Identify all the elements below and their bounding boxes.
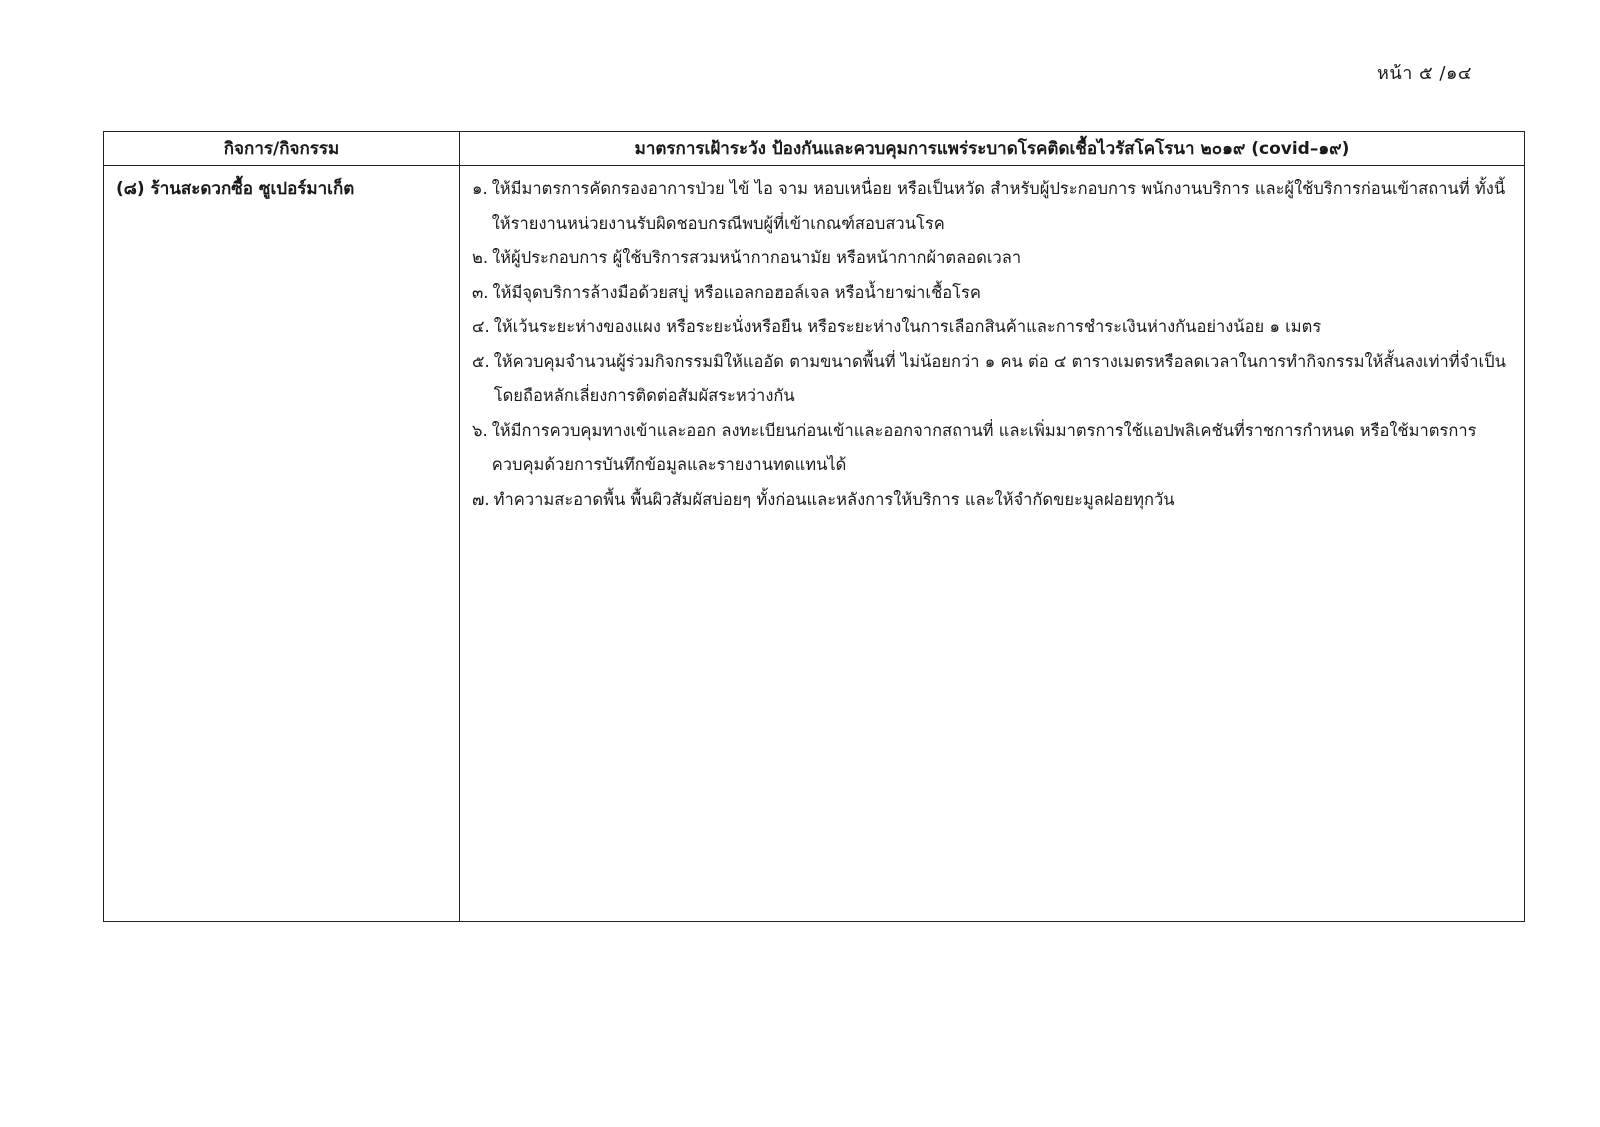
measure-item (472, 276, 1512, 311)
measure-number: ๒. (472, 248, 489, 267)
measure-item (472, 483, 1512, 518)
activity-cell (104, 166, 460, 922)
measure-text: ทำความสะอาดพื้น พื้นผิวสัมผัสบ่อยๆ ทั้งก่อนและหลังการให้บริการ และให้จำกัดขยะมูลฝอยทุกวัน (493, 489, 1175, 509)
measure-text: ให้ผู้ประกอบการ ผู้ใช้บริการสวมหน้ากากอนามัย หรือหน้ากากผ้าตลอดเวลา (492, 248, 1022, 267)
measure-list (472, 172, 1512, 517)
page-number: หน้า ๕ /๑๔ (1377, 63, 1472, 84)
measures-table (103, 131, 1525, 922)
measure-item (472, 414, 1512, 483)
table-header-row (104, 132, 1525, 166)
measure-number: ๑. (472, 179, 488, 198)
measure-number: ๓. (472, 282, 489, 302)
measure-number: ๗. (472, 489, 490, 509)
measure-text: ให้มีมาตรการคัดกรองอาการป่วย ไข้ ไอ จาม หอบเหนื่อย หรือเป็นหวัด สำหรับผู้ประกอบการ พนักงานบริการ และผู้ใช้บริการก่อนเข้าสถานที่ ทั้งนี้ ให้รายงานหน่วยงานรับผิดชอบกรณีพบผู้ที่เข้าเกณฑ์สอบสวนโรค (491, 179, 1506, 233)
measure-item (472, 345, 1512, 414)
activity-name: (๘) ร้านสะดวกซื้อ ซูเปอร์มาเก็ต (116, 179, 355, 199)
measure-number: ๕. (472, 351, 490, 371)
measures-cell (460, 166, 1525, 922)
measure-text: ให้มีจุดบริการล้างมือด้วยสบู่ หรือแอลกอฮอล์เจล หรือน้ำยาฆ่าเชื้อโรค (492, 282, 981, 302)
column-header-activity: กิจการ/กิจกรรม (104, 132, 460, 166)
measure-item (472, 172, 1512, 241)
measure-text: ให้ควบคุมจำนวนผู้ร่วมกิจกรรมมิให้แออัด ตามขนาดพื้นที่ ไม่น้อยกว่า ๑ คน ต่อ ๔ ตารางเมตรหรือลดเวลาในการทำกิจกรรมให้สั้นลงเท่าที่จำเป็น โดยถือหลักเลี่ยงการติดต่อสัมผัสระหว่างกัน (493, 351, 1506, 405)
column-header-measures: มาตรการเฝ้าระวัง ป้องกันและควบคุมการแพร่ระบาดโรคติดเชื้อไวรัสโคโรนา ๒๐๑๙ (covid–๑๙) (460, 132, 1525, 166)
measure-number: ๔. (472, 317, 490, 336)
measure-item (472, 310, 1512, 345)
measure-item (472, 241, 1512, 276)
measure-text: ให้มีการควบคุมทางเข้าและออก ลงทะเบียนก่อนเข้าและออกจากสถานที่ และเพิ่มมาตรการใช้แอปพลิเคชันที่ราชการกำหนด หรือใช้มาตรการควบคุมด้วยการบันทึกข้อมูลและรายงานทดแทนได้ (491, 420, 1477, 474)
measure-text: ให้เว้นระยะห่างของแผง หรือระยะนั่งหรือยืน หรือระยะห่างในการเลือกสินค้าและการชำระเงินห่างกันอย่างน้อย ๑ เมตร (493, 317, 1322, 336)
measure-number: ๖. (472, 420, 488, 440)
table-row (104, 166, 1525, 922)
